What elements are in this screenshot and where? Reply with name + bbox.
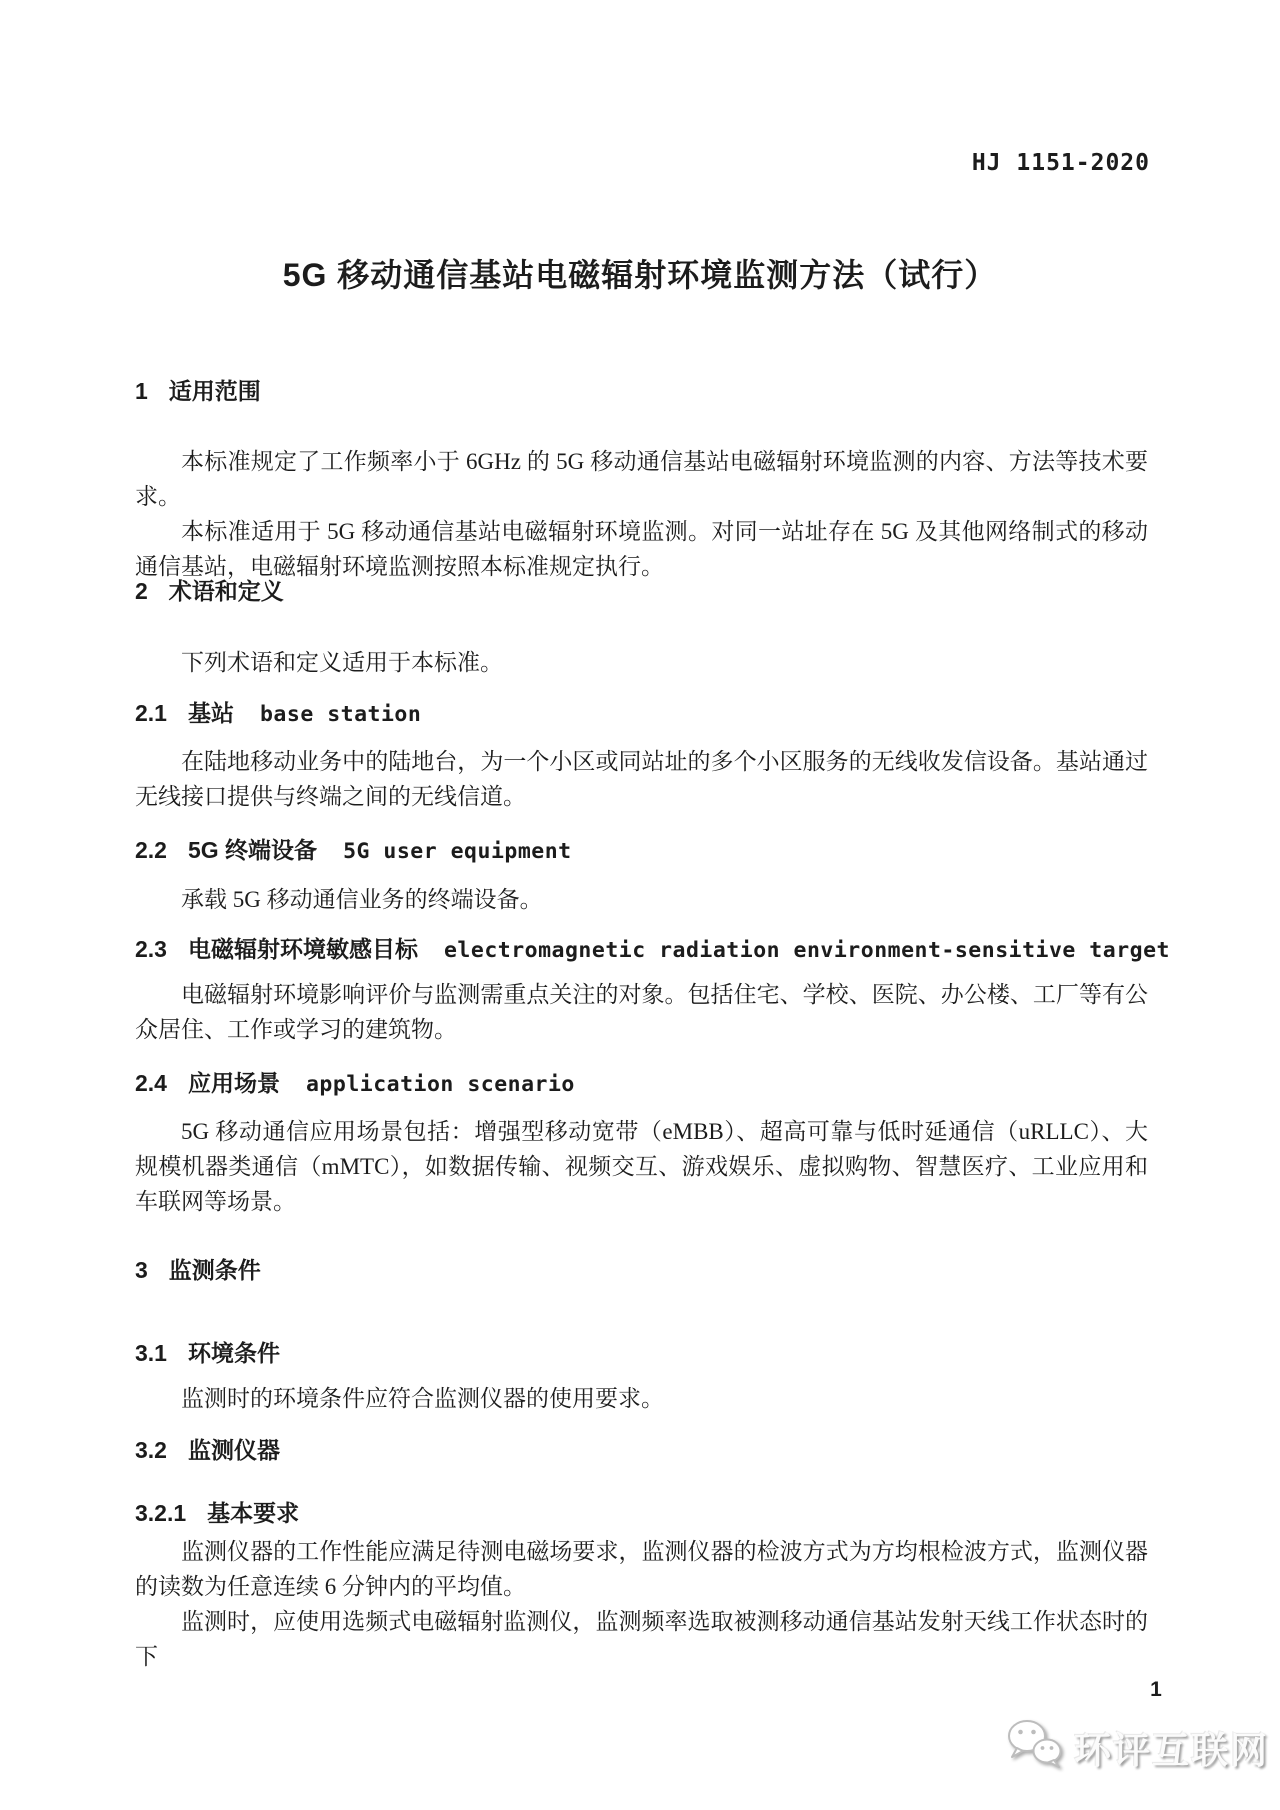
term-2-3-name-zh: 电磁辐射环境敏感目标 [187,936,418,962]
term-2-1-body [135,744,1148,814]
term-2-4-number: 2.4 [135,1070,167,1096]
term-2-4-definition: 5G 移动通信应用场景包括：增强型移动宽带（eMBB）、超高可靠与低时延通信（uRLLC）、大规模机器类通信（mMTC），如数据传输、视频交互、游戏娱乐、虚拟购物、智慧医疗、工业应用和车联网等场景。 [135,1119,1148,1214]
section-3-2-title: 监测仪器 [187,1437,280,1463]
term-2-2-name-en: 5G user equipment [343,839,572,864]
wechat-icon [1002,1712,1066,1781]
section-3-2-1-body [135,1534,1148,1674]
term-2-2-heading [135,837,572,865]
term-2-2-body [135,882,1148,917]
term-2-3-name-en: electromagnetic radiation environment-sensitive target [443,938,1170,963]
term-2-4-name-en: application scenario [305,1072,575,1097]
section-1-paragraph-2: 本标准适用于 5G 移动通信基站电磁辐射环境监测。对同一站址存在 5G 及其他网络制式的移动通信基站，电磁辐射环境监测按照本标准规定执行。 [135,519,1148,579]
term-2-3-number: 2.3 [135,936,167,962]
term-2-2-name-zh: 5G 终端设备 [187,837,318,863]
term-2-3-heading [135,936,1170,964]
term-2-1-heading [135,700,421,728]
section-2-intro [135,645,1148,680]
term-2-1-definition: 在陆地移动业务中的陆地台，为一个小区或同站址的多个小区服务的无线收发信设备。基站通过无线接口提供与终端之间的无线信道。 [135,749,1148,809]
section-1-paragraph-1: 本标准规定了工作频率小于 6GHz 的 5G 移动通信基站电磁辐射环境监测的内容、方法等技术要求。 [135,449,1148,509]
section-3-2-1-paragraph-1: 监测仪器的工作性能应满足待测电磁场要求，监测仪器的检波方式为方均根检波方式，监测仪器的读数为任意连续 6 分钟内的平均值。 [135,1539,1148,1599]
term-2-3-body [135,977,1148,1047]
section-1-body [135,444,1148,584]
document-title: 5G 移动通信基站电磁辐射环境监测方法（试行） [282,257,998,293]
section-1-number: 1 [135,378,148,404]
section-3-2-1-number: 3.2.1 [135,1500,187,1526]
section-2-number: 2 [135,578,148,604]
standard-number: HJ 1151-2020 [971,150,1150,176]
section-2-title: 术语和定义 [168,578,284,604]
section-3-1-number: 3.1 [135,1340,167,1366]
section-3-title: 监测条件 [168,1257,261,1283]
section-3-2-heading [135,1437,280,1463]
term-2-3-definition: 电磁辐射环境影响评价与监测需重点关注的对象。包括住宅、学校、医院、办公楼、工厂等有公众居住、工作或学习的建筑物。 [135,982,1148,1042]
section-3-2-number: 3.2 [135,1437,167,1463]
term-2-2-number: 2.2 [135,837,167,863]
section-2-intro-paragraph: 下列术语和定义适用于本标准。 [181,650,503,675]
section-3-2-1-title: 基本要求 [207,1500,300,1526]
page-number: 1 [1150,1678,1162,1701]
term-2-1-name-zh: 基站 [187,700,234,726]
term-2-2-definition: 承载 5G 移动通信业务的终端设备。 [181,887,543,912]
watermark [1002,1712,1269,1781]
term-2-4-heading [135,1070,575,1098]
section-1-heading [135,378,261,404]
term-2-1-number: 2.1 [135,700,167,726]
section-3-heading [135,1257,261,1283]
section-3-1-paragraph: 监测时的环境条件应符合监测仪器的使用要求。 [181,1386,664,1411]
section-3-2-1-heading [135,1500,299,1526]
term-2-1-name-en: base station [259,702,422,727]
term-2-4-body [135,1114,1148,1219]
term-2-4-name-zh: 应用场景 [187,1070,280,1096]
section-3-2-1-paragraph-2: 监测时，应使用选频式电磁辐射监测仪，监测频率选取被测移动通信基站发射天线工作状态时的下 [135,1609,1148,1669]
section-3-1-title: 环境条件 [187,1340,280,1366]
section-3-1-heading [135,1340,280,1366]
watermark-text: 环评互联网 [1074,1729,1269,1771]
section-1-title: 适用范围 [168,378,261,404]
section-3-1-body [135,1381,1148,1416]
section-3-number: 3 [135,1257,148,1283]
section-2-heading [135,578,284,604]
